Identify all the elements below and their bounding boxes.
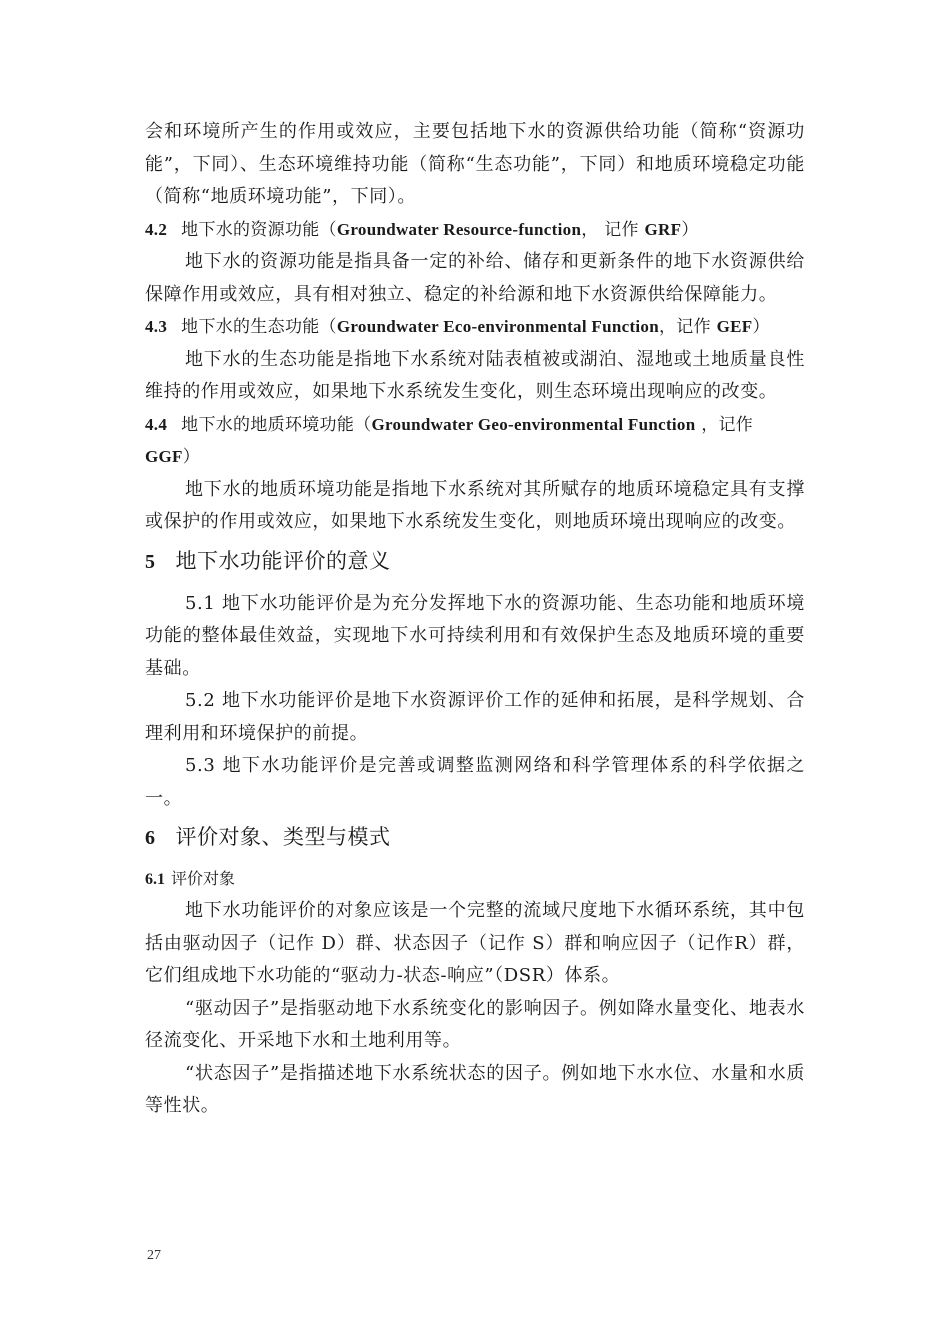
section-4-3-heading: [145, 311, 805, 344]
document-page: [145, 116, 805, 1123]
heading-mid: ，记作: [695, 414, 754, 435]
heading-title: 地下水功能评价的意义: [175, 548, 391, 573]
section-6-heading: [145, 819, 805, 856]
heading-cn: 地下水的资源功能（: [181, 219, 337, 240]
heading-end: ）: [182, 447, 201, 467]
section-6-1-paragraph-1: 地下水功能评价的对象应该是一个完整的流域尺度地下水循环系统，其中包括由驱动因子（记作 D）群、状态因子（记作 S）群和响应因子（记作R）群，它们组成地下水功能的“驱动力-状态-响应”（DSR）体系。: [145, 900, 805, 986]
heading-en: Groundwater Resource-function: [336, 219, 582, 239]
heading-abbr: GEF: [716, 317, 753, 336]
section-number: 5: [145, 550, 156, 573]
section-number: 4.4: [145, 414, 168, 434]
heading-mid: ，记作: [659, 317, 717, 337]
heading-end: ）: [752, 317, 770, 337]
section-6-1-heading: [145, 864, 805, 895]
section-number: 6: [145, 827, 156, 849]
section-5-1-paragraph: 5.1 地下水功能评价是为充分发挥地下水的资源功能、生态功能和地质环境功能的整体最佳效益，实现地下水可持续利用和有效保护生态及地质环境的重要基础。: [145, 592, 805, 679]
section-6-1-paragraph-2: “驱动因子”是指驱动地下水系统变化的影响因子。例如降水量变化、地表水径流变化、开采地下水和土地利用等。: [145, 997, 805, 1051]
heading-title: 评价对象、类型与模式: [175, 825, 391, 849]
section-4-4-heading: [145, 409, 805, 474]
heading-mid: ， 记作: [581, 219, 645, 240]
section-4-2-body: 地下水的资源功能是指具备一定的补给、储存和更新条件的地下水资源供给保障作用或效应，具有相对独立、稳定的补给源和地下水资源供给保障能力。: [145, 251, 805, 305]
subsection-title: 评价对象: [171, 869, 236, 888]
section-number: 4.3: [145, 317, 168, 336]
page-number: 27: [147, 1248, 161, 1263]
heading-en: Groundwater Geo-environmental Function: [371, 414, 696, 434]
heading-end: ）: [681, 219, 699, 240]
section-5-3-paragraph: 5.3 地下水功能评价是完善或调整监测网络和科学管理体系的科学依据之一。: [145, 755, 805, 809]
section-4-3-body: 地下水的生态功能是指地下水系统对陆表植被或湖泊、湿地或土地质量良性维持的作用或效应，如果地下水系统发生变化，则生态环境出现响应的改变。: [145, 348, 805, 402]
section-number: 4.2: [145, 219, 168, 239]
section-4-2-heading: [145, 214, 805, 247]
subsection-number: 6.1: [145, 871, 165, 888]
section-5-heading: [145, 543, 805, 580]
section-6-1-paragraph-3: “状态因子”是指描述地下水系统状态的因子。例如地下水水位、水量和水质等性状。: [145, 1062, 805, 1116]
heading-en: Groundwater Eco-environmental Function: [336, 317, 659, 336]
section-5-2-paragraph: 5.2 地下水功能评价是地下水资源评价工作的延伸和拓展，是科学规划、合理利用和环境保护的前提。: [145, 690, 805, 744]
intro-paragraph: 会和环境所产生的作用或效应，主要包括地下水的资源供给功能（简称“资源功能”，下同）、生态环境维持功能（简称“生态功能”，下同）和地质环境稳定功能（简称“地质环境功能”，下同）。: [145, 121, 805, 207]
section-4-4-body: 地下水的地质环境功能是指地下水系统对其所赋存的地质环境稳定具有支撑或保护的作用或效应，如果地下水系统发生变化，则地质环境出现响应的改变。: [145, 478, 805, 532]
heading-cn: 地下水的生态功能（: [181, 317, 337, 337]
heading-abbr: GRF: [644, 219, 682, 239]
heading-cn: 地下水的地质环境功能（: [181, 414, 372, 435]
heading-abbr: GGF: [145, 447, 183, 466]
